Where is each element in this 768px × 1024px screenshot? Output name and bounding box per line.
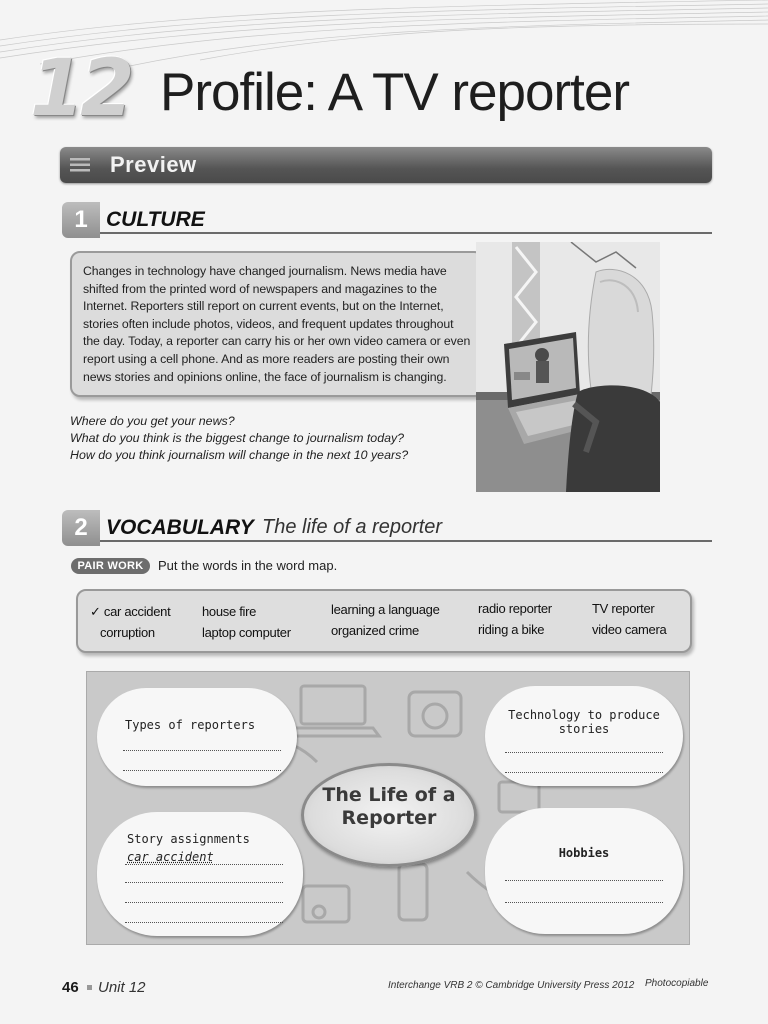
story-assignments-bubble <box>97 812 303 936</box>
word-item: learning a language <box>331 602 440 617</box>
story-assignments-label: Story assignments <box>127 832 250 846</box>
word-item: riding a bike <box>478 622 545 637</box>
footer-credit: Interchange VRB 2 © Cambridge University Press 2012 <box>388 980 635 991</box>
page-title: Profile: A TV reporter <box>160 63 629 122</box>
menu-lines-icon <box>70 158 90 172</box>
unit-number: 12 <box>30 44 131 134</box>
example-answer: car accident <box>127 850 214 864</box>
answer-line[interactable] <box>123 770 281 771</box>
word-item: TV reporter <box>592 601 655 616</box>
section-1-title: CULTURE <box>106 208 205 231</box>
discussion-question-3: How do you think journalism will change in the next 10 years? <box>70 448 409 462</box>
culture-text-box <box>70 251 484 397</box>
reporter-illustration <box>476 242 660 492</box>
word-item: corruption <box>100 625 155 640</box>
section-2-subtitle: The life of a reporter <box>262 516 443 538</box>
answer-line[interactable] <box>125 864 283 865</box>
word-item: ✓ car accident <box>90 604 171 619</box>
answer-line[interactable] <box>123 750 281 751</box>
preview-label: Preview <box>110 152 197 177</box>
word-map <box>86 671 690 945</box>
types-of-reporters-label: Types of reporters <box>125 718 256 732</box>
word-item: laptop computer <box>202 625 291 640</box>
page-number: 46 <box>62 979 79 996</box>
answer-line[interactable] <box>125 902 283 903</box>
discussion-question-2: What do you think is the biggest change to journalism today? <box>70 431 405 445</box>
word-bank-box <box>76 589 692 653</box>
section-2-number: 2 <box>62 510 100 546</box>
word-map-center <box>301 763 477 867</box>
word-item: video camera <box>592 622 667 637</box>
technology-bubble <box>485 686 683 786</box>
answer-line[interactable] <box>505 772 663 773</box>
word-item: radio reporter <box>478 601 552 616</box>
footer-separator <box>87 985 92 990</box>
pair-work-badge: PAIR WORK <box>71 558 150 574</box>
word-item: house fire <box>202 604 257 619</box>
technology-label: Technology to produce stories <box>508 708 660 736</box>
culture-paragraph: Changes in technology have changed journalism. News media have shifted from the printed word of newspapers and magazines to the Internet. Reporters still report on current events, but on the Internet, stories often include photos, videos, and frequent updates throughout the day. Today, a reporter can carry his or her own video camera or even report using a cell phone. And as more readers are posting their own news stories and opinions online, the face of journalism is changing. <box>83 264 471 384</box>
hobbies-bubble <box>485 808 683 934</box>
section-1-number: 1 <box>62 202 100 238</box>
word-item: organized crime <box>331 623 419 638</box>
preview-bar <box>60 147 712 183</box>
types-of-reporters-bubble <box>97 688 297 786</box>
answer-line[interactable] <box>125 882 283 883</box>
answer-line[interactable] <box>505 752 663 753</box>
answer-line[interactable] <box>505 902 663 903</box>
hobbies-label: Hobbies <box>558 846 610 860</box>
answer-line[interactable] <box>125 922 283 923</box>
section-1-rule <box>100 232 712 234</box>
vocabulary-instruction: Put the words in the word map. <box>158 558 338 573</box>
word-map-center-title: The Life of a Reporter <box>322 784 456 829</box>
section-2-title: VOCABULARY <box>106 516 254 539</box>
footer-photocopiable: Photocopiable <box>645 978 709 989</box>
answer-line[interactable] <box>505 880 663 881</box>
discussion-question-1: Where do you get your news? <box>70 414 235 428</box>
section-2-rule <box>100 540 712 542</box>
footer-unit: Unit 12 <box>98 979 146 996</box>
